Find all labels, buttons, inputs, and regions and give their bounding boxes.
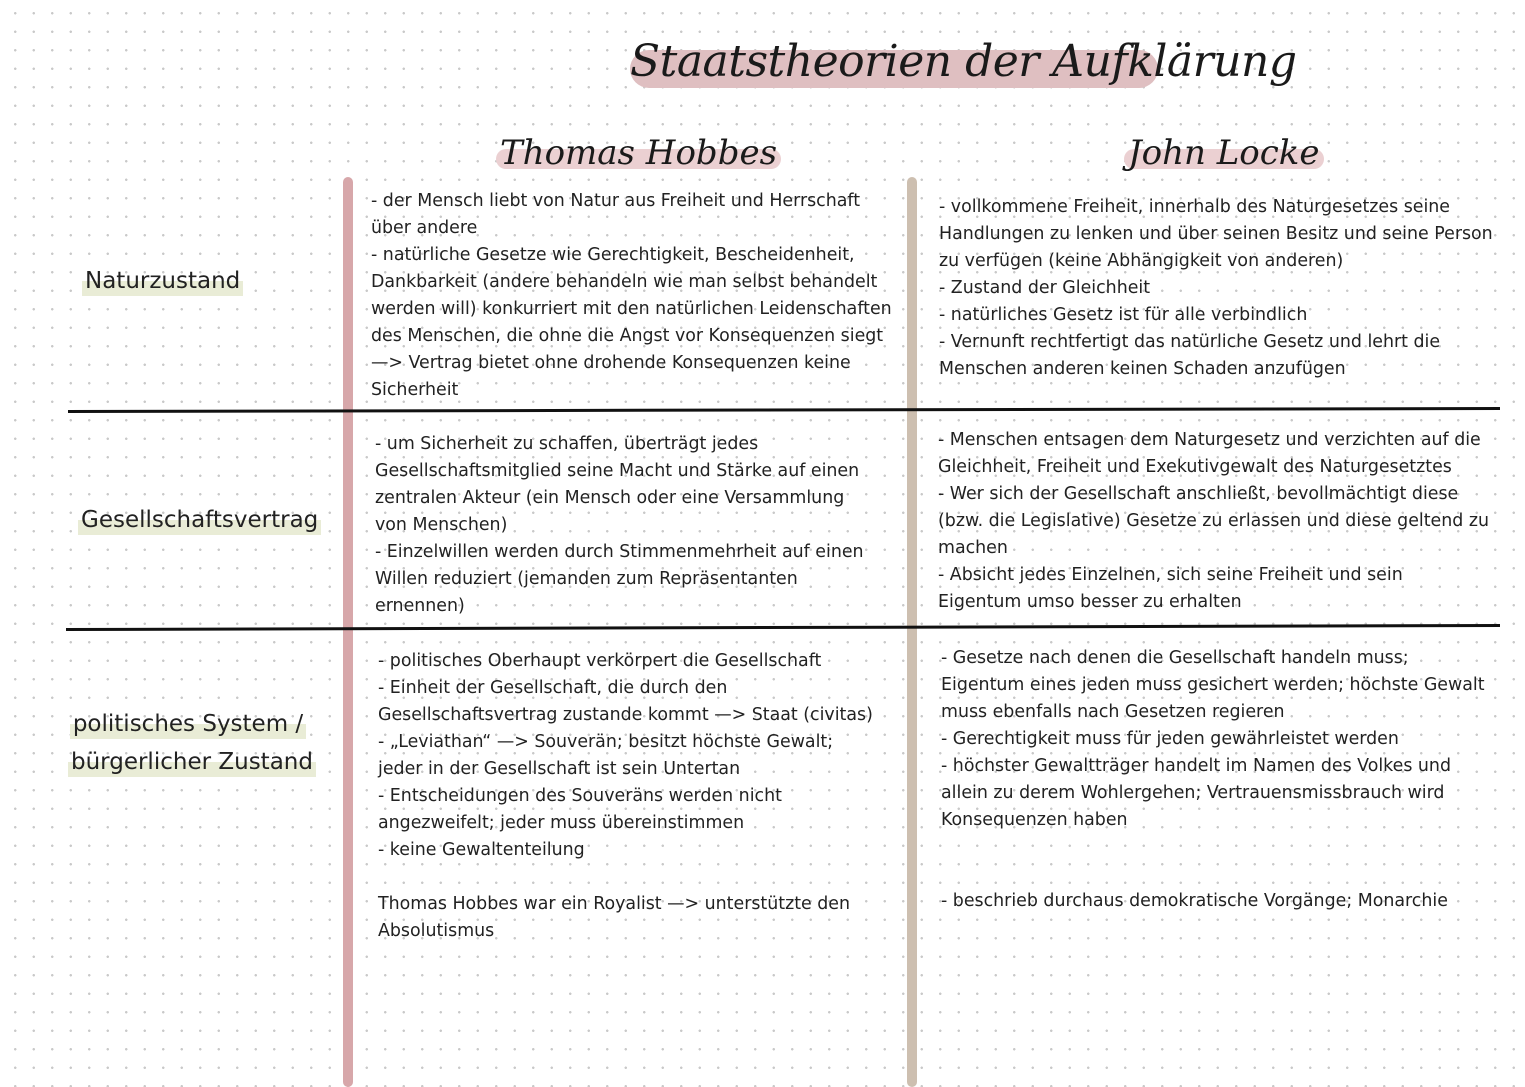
note-hobbes — [378, 891, 850, 945]
text-line: des Menschen, die ohne die Angst vor Konsequenzen siegt — [371, 326, 884, 346]
text-line: Gleichheit, Freiheit und Exekutivgewalt des Naturgesetztes — [938, 457, 1452, 477]
row-divider-1 — [68, 407, 1500, 413]
text-line: Gesellschaftsmitglied seine Macht und Stärke auf einen — [375, 461, 860, 481]
row-label-gesellschaftsvertrag — [78, 501, 321, 539]
text-line: - Wer sich der Gesellschaft anschließt, bevollmächtigt diese — [938, 484, 1459, 504]
cell-gesellschaftsvertrag-hobbes — [375, 431, 864, 620]
row-label-politisches-system — [68, 705, 313, 781]
text-line: Thomas Hobbes war ein Royalist —> unterstützte den — [378, 894, 851, 914]
text-line: Gesellschaftsvertrag zustande kommt —> Staat (civitas) — [378, 705, 873, 725]
text-line: - um Sicherheit zu schaffen, überträgt jedes — [375, 434, 759, 454]
text-line: zentralen Akteur (ein Mensch oder eine Versammlung — [375, 488, 845, 508]
column-header-hobbes — [500, 131, 777, 175]
text-line: - „Leviathan“ —> Souverän; besitzt höchste Gewalt; — [378, 732, 834, 752]
row-label-naturzustand — [82, 262, 243, 300]
text-line: - Gesetze nach denen die Gesellschaft handeln muss; — [941, 648, 1409, 668]
cell-gesellschaftsvertrag-locke — [938, 427, 1489, 616]
text-line: - Menschen entsagen dem Naturgesetz und verzichten auf die — [938, 430, 1481, 450]
text-line: - Vernunft rechtfertigt das natürliche Gesetz und lehrt die — [939, 332, 1441, 352]
text-line: - natürliches Gesetz ist für alle verbindlich — [939, 305, 1308, 325]
text-line: - Zustand der Gleichheit — [939, 278, 1151, 298]
text-line: zu verfügen (keine Abhängigkeit von anderen) — [939, 251, 1344, 271]
row-label-politisches-system-line-2: bürgerlicher Zustand — [68, 743, 316, 781]
text-line: allein zu derem Wohlergehen; Vertrauensmissbrauch wird — [941, 783, 1445, 803]
column-header-locke — [1128, 131, 1320, 175]
row-label-gesellschaftsvertrag-text: Gesellschaftsvertrag — [78, 501, 321, 539]
text-line: Eigentum umso besser zu erhalten — [938, 592, 1242, 612]
text-line: muss ebenfalls nach Gesetzen regieren — [941, 702, 1285, 722]
row-label-naturzustand-text: Naturzustand — [82, 262, 243, 300]
text-line: —> Vertrag bietet ohne drohende Konsequenzen keine — [371, 353, 851, 373]
text-line: Eigentum eines jeden muss gesichert werden; höchste Gewalt — [941, 675, 1485, 695]
text-line: machen — [938, 538, 1008, 558]
page-title-text: Staatstheorien der Aufklärung — [630, 36, 1297, 87]
text-line: - natürliche Gesetze wie Gerechtigkeit, Bescheidenheit, — [371, 245, 855, 265]
page-title — [630, 30, 1297, 94]
text-line: Absolutismus — [378, 921, 495, 941]
text-line: werden will) konkurriert mit den natürlichen Leidenschaften — [371, 299, 892, 319]
column-header-hobbes-text: Thomas Hobbes — [500, 133, 778, 173]
text-line: - der Mensch liebt von Natur aus Freiheit und Herrschaft — [371, 191, 861, 211]
text-line: (bzw. die Legislative) Gesetze zu erlassen und diese geltend zu — [938, 511, 1489, 531]
cell-politisches-system-locke — [941, 645, 1485, 834]
cell-naturzustand-hobbes — [371, 188, 892, 404]
text-line: - Gerechtigkeit muss für jeden gewährleistet werden — [941, 729, 1399, 749]
text-line: - vollkommene Freiheit, innerhalb des Naturgesetzes seine — [939, 197, 1451, 217]
column-divider-hobbes — [343, 177, 353, 1087]
cell-politisches-system-hobbes — [378, 648, 873, 864]
text-line: von Menschen) — [375, 515, 508, 535]
text-line: Handlungen zu lenken und über seinen Besitz und seine Person — [939, 224, 1493, 244]
text-line: - Absicht jedes Einzelnen, sich seine Freiheit und sein — [938, 565, 1403, 585]
text-line: Sicherheit — [371, 380, 459, 400]
note-locke — [941, 888, 1448, 915]
text-line: Dankbarkeit (andere behandeln wie man selbst behandelt — [371, 272, 878, 292]
row-label-politisches-system-line-1: politisches System / — [70, 705, 306, 743]
row-divider-2 — [66, 624, 1500, 631]
text-line: angezweifelt; jeder muss übereinstimmen — [378, 813, 745, 833]
cell-naturzustand-locke — [939, 194, 1493, 383]
text-line: Konsequenzen haben — [941, 810, 1128, 830]
text-line: über andere — [371, 218, 478, 238]
text-line: - keine Gewaltenteilung — [378, 840, 585, 860]
text-line: ernennen) — [375, 596, 465, 616]
text-line: - Entscheidungen des Souveräns werden nicht — [378, 786, 782, 806]
text-line: - Einzelwillen werden durch Stimmenmehrheit auf einen — [375, 542, 864, 562]
text-line: - Einheit der Gesellschaft, die durch den — [378, 678, 728, 698]
text-line: jeder in der Gesellschaft ist sein Untertan — [378, 759, 741, 779]
text-line: - höchster Gewaltträger handelt im Namen des Volkes und — [941, 756, 1451, 776]
text-line: Willen reduziert (jemanden zum Repräsentanten — [375, 569, 798, 589]
text-line: Menschen anderen keinen Schaden anzufügen — [939, 359, 1346, 379]
text-line: - beschrieb durchaus demokratische Vorgänge; Monarchie — [941, 891, 1448, 911]
column-divider-locke — [907, 177, 917, 1087]
column-header-locke-text: John Locke — [1128, 133, 1320, 173]
text-line: - politisches Oberhaupt verkörpert die Gesellschaft — [378, 651, 822, 671]
